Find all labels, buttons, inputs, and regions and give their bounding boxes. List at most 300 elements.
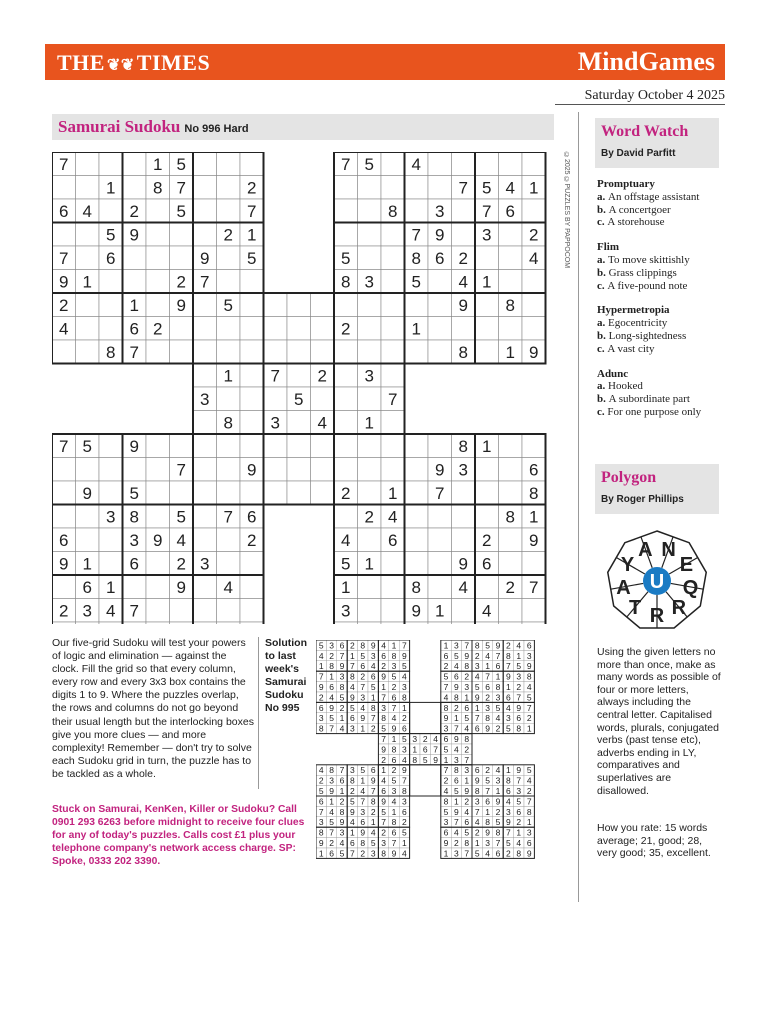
solution-digit: 2 [391,765,397,776]
solution-digit: 3 [474,796,480,807]
sudoku-cell[interactable] [146,552,170,576]
solution-digit: 5 [495,702,501,713]
sudoku-cell[interactable] [381,411,405,435]
sudoku-cell[interactable] [358,434,382,458]
sudoku-cell[interactable] [240,599,264,623]
given-digit: 9 [59,554,69,574]
sudoku-cell[interactable] [193,364,217,388]
sudoku-cell[interactable] [170,622,194,624]
sudoku-cell[interactable] [193,293,217,317]
sudoku-cell[interactable] [76,152,100,176]
sudoku-cell[interactable] [193,599,217,623]
solution-digit: 2 [516,817,522,828]
sudoku-cell[interactable] [452,622,476,624]
sudoku-cell[interactable] [334,364,358,388]
solution-digit: 9 [526,661,532,672]
solution-digit: 5 [360,650,366,661]
sudoku-cell[interactable] [522,599,546,623]
sudoku-cell[interactable] [52,505,76,529]
sudoku-cell[interactable] [381,223,405,247]
sudoku-cell[interactable] [217,176,241,200]
solution-digit: 8 [506,775,511,786]
sudoku-cell[interactable] [499,317,523,341]
sudoku-cell[interactable] [123,246,147,270]
solution-digit: 2 [443,775,449,786]
clue-word: Hypermetropia [597,304,670,317]
solution-digit: 1 [329,671,334,682]
sudoku-cell[interactable] [99,552,123,576]
sudoku-cell[interactable] [240,293,264,317]
sudoku-cell[interactable] [193,505,217,529]
sudoku-cell[interactable] [522,622,546,624]
sudoku-cell[interactable] [217,481,241,505]
given-digit: 8 [411,248,421,268]
sudoku-cell[interactable] [287,293,311,317]
given-digit: 9 [176,295,186,315]
sudoku-cell[interactable] [475,622,499,624]
sudoku-cell[interactable] [217,599,241,623]
sudoku-cell[interactable] [240,387,264,411]
given-digit: 9 [458,554,468,574]
sudoku-cell[interactable] [475,317,499,341]
sudoku-cell[interactable] [405,199,429,223]
solution-digit: 2 [350,786,355,796]
given-digit: 1 [341,577,351,597]
sudoku-cell[interactable] [123,458,147,482]
samurai-subtitle: No 996 Hard [184,123,249,135]
sudoku-cell[interactable] [193,458,217,482]
sudoku-cell[interactable] [358,599,382,623]
given-digit: 2 [341,319,351,339]
sudoku-cell[interactable] [240,364,264,388]
sudoku-cell[interactable] [240,270,264,294]
sudoku-cell[interactable] [311,340,335,364]
given-digit: 1 [529,178,539,198]
sudoku-cell[interactable] [381,152,405,176]
sudoku-cell[interactable] [358,528,382,552]
sudoku-cell[interactable] [123,176,147,200]
solution-digit: 2 [350,640,355,651]
sudoku-cell[interactable] [146,199,170,223]
sudoku-cell[interactable] [311,293,335,317]
sudoku-cell[interactable] [381,246,405,270]
sudoku-cell[interactable] [193,152,217,176]
sudoku-cell[interactable] [52,458,76,482]
sudoku-cell[interactable] [217,152,241,176]
samurai-header [52,114,554,140]
solution-digit: 9 [464,786,470,796]
sudoku-cell[interactable] [522,270,546,294]
solution-digit: 3 [391,786,397,796]
sudoku-cell[interactable] [334,293,358,317]
sudoku-cell[interactable] [52,340,76,364]
sudoku-cell[interactable] [428,552,452,576]
sudoku-cell[interactable] [499,458,523,482]
sudoku-cell[interactable] [240,552,264,576]
sudoku-cell[interactable] [358,340,382,364]
sudoku-cell[interactable] [287,364,311,388]
sudoku-cell[interactable] [358,246,382,270]
clue-option: a. To move skittishly [597,253,690,266]
solution-digit: 3 [391,661,397,672]
sudoku-cell[interactable] [217,387,241,411]
sudoku-cell[interactable] [499,528,523,552]
sudoku-cell[interactable] [311,387,335,411]
sudoku-cell[interactable] [193,199,217,223]
sudoku-cell[interactable] [99,528,123,552]
solution-digit: 4 [391,796,397,807]
sudoku-cell[interactable] [428,528,452,552]
sudoku-cell[interactable] [123,270,147,294]
given-digit: 8 [458,342,468,362]
sudoku-cell[interactable] [428,176,452,200]
sudoku-cell[interactable] [405,293,429,317]
sudoku-cell[interactable] [264,481,288,505]
sudoku-cell[interactable] [452,223,476,247]
solution-digit: 4 [370,827,376,838]
sudoku-cell[interactable] [499,434,523,458]
sudoku-cell[interactable] [123,575,147,599]
sudoku-cell[interactable] [240,622,264,624]
sudoku-cell[interactable] [217,528,241,552]
solution-digit: 2 [495,723,501,734]
sudoku-cell[interactable] [381,340,405,364]
given-digit: 1 [482,436,492,456]
given-digit: 5 [294,389,304,409]
sudoku-cell[interactable] [452,317,476,341]
sudoku-cell[interactable] [381,317,405,341]
sudoku-cell[interactable] [99,317,123,341]
sudoku-cell[interactable] [193,411,217,435]
sudoku-cell[interactable] [264,434,288,458]
sudoku-cell[interactable] [334,505,358,529]
solution-digit: 3 [370,848,376,859]
samurai-sudoku-grid[interactable] [52,152,552,624]
sudoku-cell[interactable] [499,270,523,294]
solution-digit: 3 [350,723,355,734]
sudoku-cell[interactable] [381,270,405,294]
sudoku-cell[interactable] [358,575,382,599]
sudoku-cell[interactable] [76,246,100,270]
sudoku-cell[interactable] [146,458,170,482]
sudoku-cell[interactable] [452,505,476,529]
sudoku-cell[interactable] [287,434,311,458]
sudoku-cell[interactable] [240,340,264,364]
sudoku-cell[interactable] [358,481,382,505]
sudoku-cell[interactable] [311,317,335,341]
sudoku-cell[interactable] [311,458,335,482]
sudoku-cell[interactable] [334,387,358,411]
sudoku-cell[interactable] [240,575,264,599]
clue-word: Flim [597,241,619,254]
sudoku-cell[interactable] [287,340,311,364]
sudoku-cell[interactable] [76,340,100,364]
sudoku-cell[interactable] [76,293,100,317]
sudoku-cell[interactable] [76,622,100,624]
given-digit: 8 [505,507,515,527]
sudoku-cell[interactable] [76,505,100,529]
solution-digit: 7 [443,682,449,692]
sudoku-cell[interactable] [146,505,170,529]
sudoku-cell[interactable] [240,411,264,435]
sudoku-cell[interactable] [522,552,546,576]
given-digit: 4 [82,201,92,221]
solution-digit: 8 [350,671,355,682]
sudoku-cell[interactable] [428,340,452,364]
sudoku-cell[interactable] [52,481,76,505]
sudoku-cell[interactable] [146,575,170,599]
sudoku-cell[interactable] [170,434,194,458]
sudoku-cell[interactable] [99,199,123,223]
sudoku-cell[interactable] [240,481,264,505]
sudoku-cell[interactable] [475,340,499,364]
sudoku-cell[interactable] [499,481,523,505]
sudoku-cell[interactable] [428,505,452,529]
sudoku-cell[interactable] [334,199,358,223]
sudoku-cell[interactable] [522,293,546,317]
sudoku-cell[interactable] [405,552,429,576]
solution-digit: 8 [464,661,470,672]
solution-digit: 7 [516,692,522,703]
sudoku-cell[interactable] [217,317,241,341]
sudoku-cell[interactable] [193,176,217,200]
sudoku-cell[interactable] [358,176,382,200]
sudoku-cell[interactable] [217,199,241,223]
sudoku-cell[interactable] [381,434,405,458]
solution-digit: 5 [350,702,355,713]
sudoku-cell[interactable] [405,622,429,624]
sudoku-cell[interactable] [170,340,194,364]
sudoku-cell[interactable] [499,152,523,176]
sudoku-cell[interactable] [452,199,476,223]
solution-digit: 1 [464,692,470,703]
sudoku-cell[interactable] [146,223,170,247]
sudoku-cell[interactable] [405,434,429,458]
sudoku-cell[interactable] [381,176,405,200]
sudoku-cell[interactable] [146,434,170,458]
sudoku-cell[interactable] [264,340,288,364]
sudoku-cell[interactable] [99,622,123,624]
sudoku-cell[interactable] [428,270,452,294]
solution-digit: 5 [381,806,386,817]
sudoku-cell[interactable] [475,293,499,317]
sudoku-cell[interactable] [334,176,358,200]
solution-digit: 6 [474,765,480,776]
sudoku-cell[interactable] [334,340,358,364]
sudoku-cell[interactable] [146,481,170,505]
sudoku-cell[interactable] [499,246,523,270]
solution-digit: 3 [339,671,345,682]
sudoku-cell[interactable] [52,622,76,624]
sudoku-cell[interactable] [146,622,170,624]
sudoku-cell[interactable] [358,387,382,411]
sudoku-cell[interactable] [170,317,194,341]
sudoku-cell[interactable] [217,340,241,364]
sudoku-cell[interactable] [358,293,382,317]
sudoku-cell[interactable] [287,411,311,435]
sudoku-cell[interactable] [428,317,452,341]
sudoku-cell[interactable] [123,152,147,176]
sudoku-cell[interactable] [217,458,241,482]
solution-digit: 3 [350,765,355,776]
sudoku-cell[interactable] [405,528,429,552]
sudoku-cell[interactable] [522,199,546,223]
sudoku-cell[interactable] [193,223,217,247]
sudoku-cell[interactable] [475,575,499,599]
sudoku-cell[interactable] [170,223,194,247]
sudoku-cell[interactable] [499,622,523,624]
sudoku-cell[interactable] [99,458,123,482]
sudoku-cell[interactable] [358,622,382,624]
sudoku-cell[interactable] [52,223,76,247]
sudoku-cell[interactable] [146,340,170,364]
sudoku-cell[interactable] [405,340,429,364]
sudoku-cell[interactable] [52,176,76,200]
solution-digit: 7 [350,661,355,672]
sudoku-cell[interactable] [146,246,170,270]
sudoku-cell[interactable] [334,223,358,247]
given-digit: 2 [482,530,492,550]
solution-digit: 9 [391,723,397,734]
sudoku-cell[interactable] [428,152,452,176]
given-digit: 3 [458,460,468,480]
sudoku-cell[interactable] [170,246,194,270]
sudoku-cell[interactable] [217,434,241,458]
sudoku-cell[interactable] [381,575,405,599]
sudoku-cell[interactable] [193,434,217,458]
sudoku-cell[interactable] [193,317,217,341]
sudoku-cell[interactable] [358,223,382,247]
sudoku-cell[interactable] [193,340,217,364]
sudoku-cell[interactable] [146,293,170,317]
sudoku-cell[interactable] [475,458,499,482]
sudoku-cell[interactable] [193,528,217,552]
sudoku-cell[interactable] [334,411,358,435]
sudoku-cell[interactable] [358,317,382,341]
sudoku-cell[interactable] [452,481,476,505]
sudoku-cell[interactable] [76,458,100,482]
sudoku-cell[interactable] [452,528,476,552]
sudoku-cell[interactable] [311,481,335,505]
sudoku-cell[interactable] [381,552,405,576]
solution-digit: 1 [402,838,407,848]
sudoku-cell[interactable] [522,152,546,176]
solution-digit: 8 [339,806,345,817]
sudoku-cell[interactable] [217,622,241,624]
sudoku-cell[interactable] [381,293,405,317]
sudoku-cell[interactable] [405,458,429,482]
solution-digit: 2 [495,806,501,817]
sudoku-cell[interactable] [217,552,241,576]
sudoku-cell[interactable] [452,599,476,623]
wordwatch-clue [597,241,725,292]
solution-digit: 4 [391,713,397,724]
sudoku-cell[interactable] [475,481,499,505]
sudoku-cell[interactable] [405,176,429,200]
sudoku-cell[interactable] [99,481,123,505]
sudoku-cell[interactable] [428,575,452,599]
given-digit: 4 [482,601,492,621]
sudoku-cell[interactable] [522,317,546,341]
sudoku-cell[interactable] [428,622,452,624]
sudoku-cell[interactable] [452,152,476,176]
sudoku-cell[interactable] [99,293,123,317]
sudoku-cell[interactable] [381,599,405,623]
sudoku-cell[interactable] [311,434,335,458]
given-digit: 4 [223,577,233,597]
solution-digit: 9 [443,838,449,848]
sudoku-cell[interactable] [193,575,217,599]
sudoku-cell[interactable] [287,317,311,341]
sudoku-cell[interactable] [123,622,147,624]
sudoku-cell[interactable] [170,599,194,623]
solution-digit: 9 [506,671,511,682]
sudoku-cell[interactable] [264,293,288,317]
solution-digit: 3 [329,775,334,786]
sudoku-cell[interactable] [217,270,241,294]
sudoku-cell[interactable] [264,458,288,482]
sudoku-cell[interactable] [99,434,123,458]
solution-digit: 2 [329,650,334,661]
sudoku-cell[interactable] [475,505,499,529]
sudoku-cell[interactable] [264,317,288,341]
sudoku-cell[interactable] [405,505,429,529]
sudoku-cell[interactable] [146,599,170,623]
sudoku-cell[interactable] [76,223,100,247]
sudoku-cell[interactable] [522,434,546,458]
sudoku-cell[interactable] [381,458,405,482]
sudoku-cell[interactable] [475,152,499,176]
sudoku-cell[interactable] [334,434,358,458]
sudoku-cell[interactable] [287,458,311,482]
sudoku-cell[interactable] [99,152,123,176]
sudoku-cell[interactable] [240,317,264,341]
sudoku-cell[interactable] [334,458,358,482]
solution-digit: 7 [474,713,480,724]
sudoku-cell[interactable] [264,387,288,411]
sudoku-cell[interactable] [358,458,382,482]
sudoku-cell[interactable] [499,552,523,576]
sudoku-cell[interactable] [76,528,100,552]
sudoku-cell[interactable] [193,481,217,505]
sudoku-cell[interactable] [76,317,100,341]
sudoku-cell[interactable] [240,434,264,458]
sudoku-cell[interactable] [499,599,523,623]
sudoku-cell[interactable] [358,199,382,223]
sudoku-cell[interactable] [381,622,405,624]
sudoku-cell[interactable] [475,246,499,270]
sudoku-cell[interactable] [193,622,217,624]
sudoku-cell[interactable] [381,364,405,388]
sudoku-cell[interactable] [428,434,452,458]
sudoku-cell[interactable] [217,246,241,270]
sudoku-cell[interactable] [287,481,311,505]
clue-option: b. A subordinate part [597,393,690,406]
sudoku-cell[interactable] [170,481,194,505]
sudoku-cell[interactable] [146,270,170,294]
given-digit: 5 [176,154,186,174]
sudoku-cell[interactable] [240,152,264,176]
sudoku-cell[interactable] [428,293,452,317]
sudoku-cell[interactable] [405,481,429,505]
sudoku-cell[interactable] [334,622,358,624]
sudoku-cell[interactable] [499,223,523,247]
given-digit: 1 [364,554,374,574]
sudoku-cell[interactable] [52,575,76,599]
sudoku-cell[interactable] [76,176,100,200]
given-digit: 9 [129,436,139,456]
sudoku-cell[interactable] [99,270,123,294]
